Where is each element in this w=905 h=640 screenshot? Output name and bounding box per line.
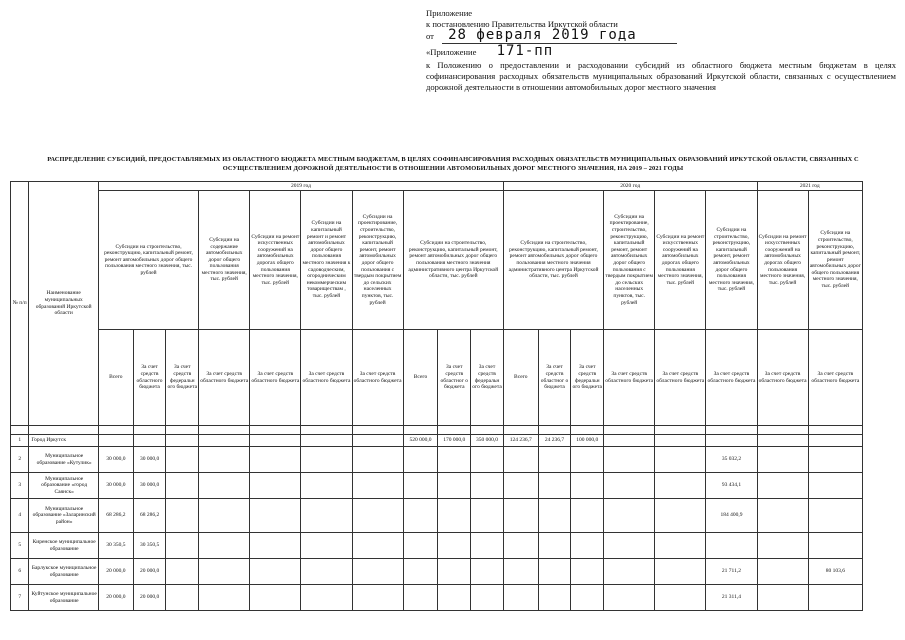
row-num: 2 (11, 447, 29, 473)
cell-value: 124 236,7 (503, 435, 538, 447)
handwritten-date: 28 февраля 2019 года (442, 27, 677, 44)
appendix-number-line (426, 43, 896, 59)
sub-federal: За счет средств федеральн ого бюджета (471, 330, 504, 426)
cell-value: 350 000,0 (471, 435, 504, 447)
col-num-header: № п/п (11, 182, 29, 426)
header-2020-roads: Субсидии на строительство, реконструкцию, капитальный ремонт, ремонт автомобильных дорог общего пользования местного значения, тыс. рублей (706, 191, 757, 330)
appendix-line2: к постановлению Правительства Иркутской области (426, 19, 618, 29)
sub-oblast: За счет средств областного бюджета (199, 330, 250, 426)
sub-oblast: За счет средств областного бюджета (352, 330, 403, 426)
table-row (11, 435, 863, 447)
cell-value: 68 286,2 (133, 499, 166, 533)
sub-oblast: За счет средств областного бюджета (250, 330, 301, 426)
sub-oblast: За счет средств областног о бюджета (538, 330, 571, 426)
sub-oblast: За счет средств областного бюджета (301, 330, 352, 426)
page-title (8, 155, 898, 173)
header-2019-structures: Субсидии на ремонт искусственных сооружений на автомобильных дорогах общего пользования местного значения, тыс. рублей (250, 191, 301, 330)
row-num: 7 (11, 585, 29, 611)
cell-value: 35 032,2 (706, 447, 757, 473)
row-name: Город Иркутск (29, 435, 99, 447)
appendix-intro: к Положению о предоставлении и расходовании субсидий из областного бюджета местным бюджетам в целях софинансирования расходных обязательств муниципальных образований Иркутской области, связанных с осуществлением дорожной деятельности в отношении автомобильных дорог местного значения (426, 60, 896, 92)
row-name: Муниципальное образование «Заларинский район» (29, 499, 99, 533)
table-row (11, 533, 863, 559)
row-num: 1 (11, 435, 29, 447)
header-2021-roads: Субсидии на строительство, реконструкцию, капитальный ремонт, ремонт автомобильных дорог общего пользования местного значения, тыс. рублей (808, 191, 862, 330)
cell-value: 30 000,0 (133, 473, 166, 499)
year-2019: 2019 год (98, 182, 503, 191)
row-num: 5 (11, 533, 29, 559)
cell-value: 100 000,0 (571, 435, 604, 447)
table-row (11, 447, 863, 473)
cell-value: 30 000,0 (98, 447, 133, 473)
row-name: Киренское муниципальное образование (29, 533, 99, 559)
year-2021: 2021 год (757, 182, 862, 191)
row-num: 4 (11, 499, 29, 533)
table-row (11, 585, 863, 611)
cell-value: 20 000,0 (133, 585, 166, 611)
header-row (11, 191, 863, 330)
cell-value: 520 000,0 (403, 435, 438, 447)
cell-value: 68 286,2 (98, 499, 133, 533)
cell-value: 30 000,0 (98, 473, 133, 499)
sub-oblast: За счет средств областного бюджета (604, 330, 655, 426)
cell-value: 21 311,4 (706, 585, 757, 611)
cell-value: 20 000,0 (98, 585, 133, 611)
cell-value: 24 236,7 (538, 435, 571, 447)
header-2020-rural: Субсидии на проектирование, строительство, реконструкцию, капитальный ремонт, ремонт автомобильных дорог общего пользования с твердым покрытием до сельских населенных пунктов, тыс. рублей (604, 191, 655, 330)
year-2020: 2020 год (503, 182, 757, 191)
sub-oblast: За счет средств областного бюджета (808, 330, 862, 426)
row-name: Муниципальное образование «Кутулик» (29, 447, 99, 473)
appendix-line1: Приложение (426, 8, 473, 18)
sub-federal: За счет средств федеральн ого бюджета (166, 330, 199, 426)
header-2021-structures: Субсидии на ремонт искусственных сооружений на автомобильных дорогах общего пользования местного значения, тыс. рублей (757, 191, 808, 330)
date-prefix: от (426, 31, 434, 41)
sub-total: Всего (503, 330, 538, 426)
row-name: Барлукское муниципальное образование (29, 559, 99, 585)
date-line (426, 27, 896, 43)
header-2019-garden: Субсидии на капитальный ремонт и ремонт автомобильных дорог общего пользования местного значения к садоводческим, огородническим некоммерческим товариществам , тыс. рублей (301, 191, 352, 330)
row-num: 6 (11, 559, 29, 585)
header-2019-admin-center: Субсидии на строительство, реконструкцию, капитальный ремонт, ремонт автомобильных дорог общего пользования местного значения административного центра Иркутской области, тыс. рублей (403, 191, 503, 330)
header-2019-maintenance: Субсидии на содержание автомобильных дорог общего пользования местного значения, тыс. рублей (199, 191, 250, 330)
cell-value: 170 000,0 (438, 435, 471, 447)
subsidy-table (10, 181, 863, 611)
cell-value: 93 434,1 (706, 473, 757, 499)
sub-total: Всего (98, 330, 133, 426)
empty-separator-row (11, 426, 863, 435)
cell-value: 184 400,9 (706, 499, 757, 533)
sub-oblast: За счет средств областного бюджета (655, 330, 706, 426)
year-row (11, 182, 863, 191)
cell-value: 20 000,0 (98, 559, 133, 585)
cell-value: 30 350,5 (133, 533, 166, 559)
cell-value (706, 533, 757, 559)
sub-oblast: За счет средств областного бюджета (757, 330, 808, 426)
header-2020-admin-center: Субсидии на строительство, реконструкцию, капитальный ремонт, ремонт автомобильных дорог общего пользования местного значения административного центра Иркутской области, тыс. рублей (503, 191, 603, 330)
row-name: Муниципальное образование «город Саянск» (29, 473, 99, 499)
row-num: 3 (11, 473, 29, 499)
title-line-1: РАСПРЕДЕЛЕНИЕ СУБСИДИЙ, ПРЕДОСТАВЛЯЕМЫХ ИЗ ОБЛАСТНОГО БЮДЖЕТА МЕСТНЫМ БЮДЖЕТАМ, В ЦЕЛЯХ СОФИНАНСИРОВАНИЯ РАСХОДНЫХ ОБЯЗАТЕЛЬСТВ МУНИЦИПАЛЬНЫХ ОБРАЗОВАНИЙ ИРКУТСКОЙ ОБЛАСТИ, СВЯЗАННЫХ С (47, 156, 859, 163)
table-row (11, 499, 863, 533)
sub-total: Всего (403, 330, 438, 426)
cell-value: 30 350,5 (98, 533, 133, 559)
document-header (426, 8, 896, 93)
table-row (11, 473, 863, 499)
header-2019-roads: Субсидии на строительство, реконструкцию, капитальный ремонт, ремонт автомобильных дорог общего пользования местного значения, тыс. рублей (98, 191, 198, 330)
table-row (11, 559, 863, 585)
cell-value: 80 103,6 (808, 559, 862, 585)
row-name: Куйтунское муниципальное образование (29, 585, 99, 611)
cell-value: 21 711,2 (706, 559, 757, 585)
cell-value: 30 000,0 (133, 447, 166, 473)
sub-oblast: За счет средств областного бюджета (133, 330, 166, 426)
col-name-header: Наименование муниципальных образований Иркутской области (29, 182, 99, 426)
sub-oblast: За счет средств областног о бюджета (438, 330, 471, 426)
handwritten-number: 171-пп (496, 43, 554, 59)
sub-federal: За счет средств федеральн ого бюджета (571, 330, 604, 426)
cell-value: 20 000,0 (133, 559, 166, 585)
subheader-row (11, 330, 863, 426)
appendix-label: «Приложение (426, 47, 477, 57)
sub-oblast: За счет средств областного бюджета (706, 330, 757, 426)
header-2019-rural: Субсидии на проектирование, строительство, реконструкцию, капитальный ремонт, ремонт автомобильных дорог общего пользования с твердым покрытием до сельских населенных пунктов, тыс. рублей (352, 191, 403, 330)
title-line-2: ОСУЩЕСТВЛЕНИЕМ ДОРОЖНОЙ ДЕЯТЕЛЬНОСТИ В ОТНОШЕНИИ АВТОМОБИЛЬНЫХ ДОРОГ МЕСТНОГО ЗНАЧЕНИЯ, НА 2019 – 2021 ГОДЫ (222, 165, 684, 172)
header-2020-structures: Субсидии на ремонт искусственных сооружений на автомобильных дорогах общего пользования местного значения, тыс. рублей (655, 191, 706, 330)
